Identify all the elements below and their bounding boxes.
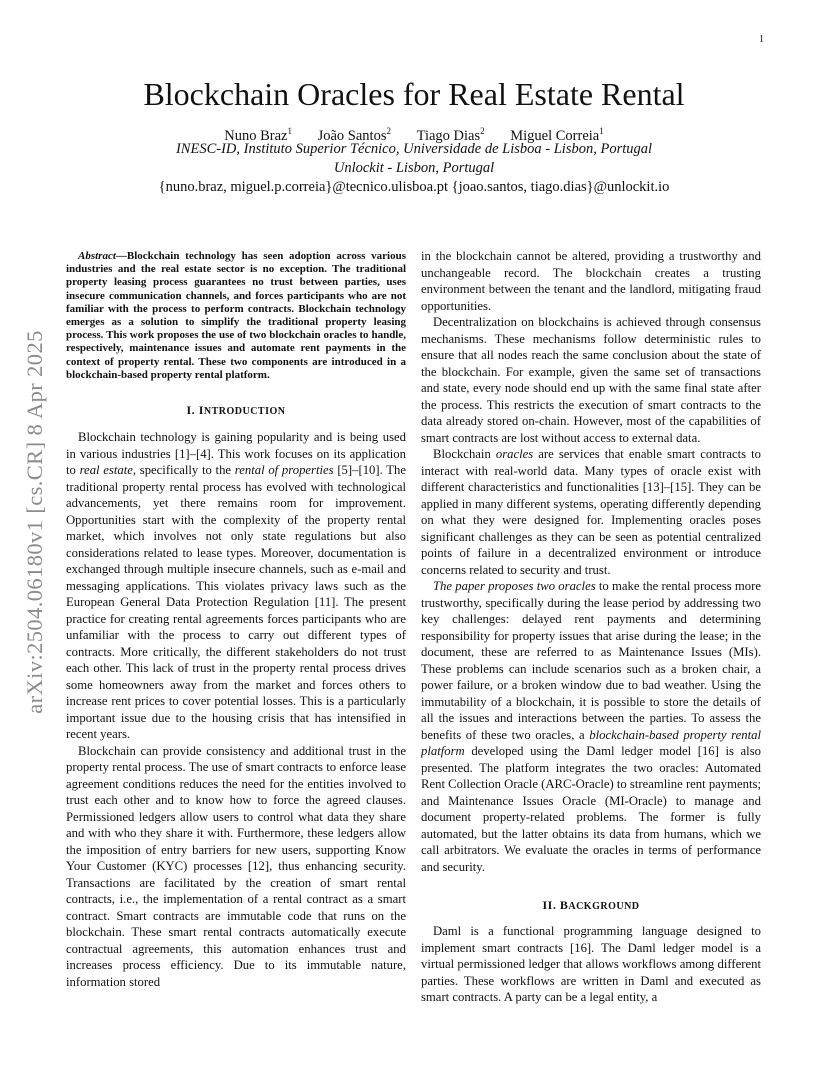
right-column [421,248,761,1006]
author: Miguel Correia$^1$ [510,126,604,144]
author-emails: {nuno.braz, miguel.p.correia}@tecnico.ulisboa.pt {joao.santos, tiago.dias}@unlockit.io [158,179,670,195]
intro-paragraph-5: The paper proposes two oracles to make the rental process more trustworthy, specifically during the lease period by addressing two key challenges: delayed rent payments and determining responsibility for property issues that arise during the lease; in the document, these are referred to as Maintenance Issues (MIs). These problems can include scenarios such as a broken chair, a power failure, or a broken window due to bad weather. Using the immutability of a blockchain, it is possible to store the details of all the issues and interactions between the parties. To assess the benefits of these two oracles, a blockchain-based property rental platform developed using the Daml ledger model [16] is also presented. The platform integrates the two oracles: Automated Rent Collection Oracle (ARC-Oracle) to streamline rent payments; and Maintenance Issues Oracle (MI-Oracle) to manage and document property-related problems. The former is fully automated, but the latter obtains its data from humans, which we call arbitrators. We evaluate the oracles in terms of performance and security. [421,579,762,874]
author: João Santos$^2$ [317,126,391,144]
left-column [66,248,406,990]
section-heading-background: II. BACKGROUND [542,898,640,912]
intro-paragraph-3: Decentralization on blockchains is achieved through consensus mechanisms. These mechanisms follow deterministic rules to ensure that all nodes reach the same conclusion about the state of the blockchain. For example, given the same set of transactions and state, every node should end up with the same final state after the process. This restricts the execution of smart contracts to the data already stored on-chain. However, most of the capabilities of smart contracts are lost without access to external data. [421,315,761,445]
author: Tiago Dias$^2$ [416,126,485,144]
intro-paragraph-1: Blockchain technology is gaining popularity and is being used in various industries [1]–[4]. This work focuses on its application to real estate, specifically to the rental of properties [5]–[10]. The traditional property rental process has evolved with technological advancements, yet there remains room for improvement. Opportunities start with the complexity of the property rental market, which involves not only state regulations but also considerations related to lease types. Moreover, documentation is exchanged through multiple insecure channels, such as e-mail and messaging applications. This violates privacy laws such as the European General Data Protection Regulation [11]. The present practice for creating rental agreements forces participants who are unfamiliar with the process to carry out different types of contracts. More critically, the different stakeholders do not trust each other. This lack of trust in the property rental process drives some homeowners away from the market and forces others to increase rent prices to cover potential losses. This is a particularly important issue due to the housing crisis that has intensified in recent years. [66,430,406,742]
abstract-text: —Blockchain technology has seen adoption across various industries and the real estate sector is no exception. The traditional property leasing process guarantees no trust between parties, uses insecure communication channels, and forces participants who are not familiar with the process to perform contracts. Blockchain technology emerges as a solution to simplify the traditional property leasing process. This work proposes the use of two blockchain oracles to handle, respectively, maintenance issues and automate rent payments in the context of property rental. These two components are introduced in a blockchain-based property rental platform. [66,250,406,381]
intro-paragraph-2-continued: in the blockchain cannot be altered, providing a trustworthy and unchangeable record. The blockchain creates a trusting environment between the tenant and the landlord, mitigating fraud opportunities. [421,249,761,313]
paper-title: Blockchain Oracles for Real Estate Rental [143,76,685,112]
abstract-label: Abstract [78,250,116,262]
arxiv-identifier-text: arXiv:2504.06180v1 [cs.CR] 8 Apr 2025 [22,330,47,714]
abstract [66,250,406,382]
page-number: 1 [759,34,764,45]
affiliation-1: INESC-ID, Instituto Superior Técnico, Universidade de Lisboa - Lisbon, Portugal [175,141,653,157]
author: Nuno Braz$^1$ [224,126,292,144]
arxiv-identifier-stamp [2,292,68,752]
intro-paragraph-4: Blockchain oracles are services that enable smart contracts to interact with real-world data. Many types of oracle exist with different characteristics and functionalities [13]–[15]. They can be applied in many different systems, operating differently depending on what they were designed for. Implementing oracles poses significant challenges as they can be seen as potential centralized points of failure in a decentralized environment or introduce concerns related to security and trust. [421,447,761,577]
background-paragraph-1: Daml is a functional programming language designed to implement smart contracts [16]. The Daml ledger model is a virtual permissioned ledger that allows workflows among different parties. These workflows are written in Daml and executed as smart contracts. A party can be a legal entity, a [421,924,761,1004]
affiliation-2: Unlockit - Lisbon, Portugal [333,160,495,176]
intro-paragraph-2: Blockchain can provide consistency and additional trust in the property rental process. The use of smart contracts to enforce lease agreement conditions reduces the need for the entities involved to trust each other and to know how to force the agreed clauses. Permissioned ledgers allow users to control what data they share and with who they share it with. Furthermore, these ledgers allow the imposition of entry barriers for new users, supporting Know Your Customer (KYC) processes [12], thus enhancing security. Transactions are facilitated by the creation of smart rental contracts, i.e., the implementation of a rental contract as a smart contract. Smart contracts are immutable code that runs on the blockchain. These smart rental contracts automatically execute contractual agreements, this automation enhances trust and increases process efficiency. Due to its immutable nature, information stored [66,743,406,989]
section-heading-introduction: I. INTRODUCTION [186,403,286,418]
